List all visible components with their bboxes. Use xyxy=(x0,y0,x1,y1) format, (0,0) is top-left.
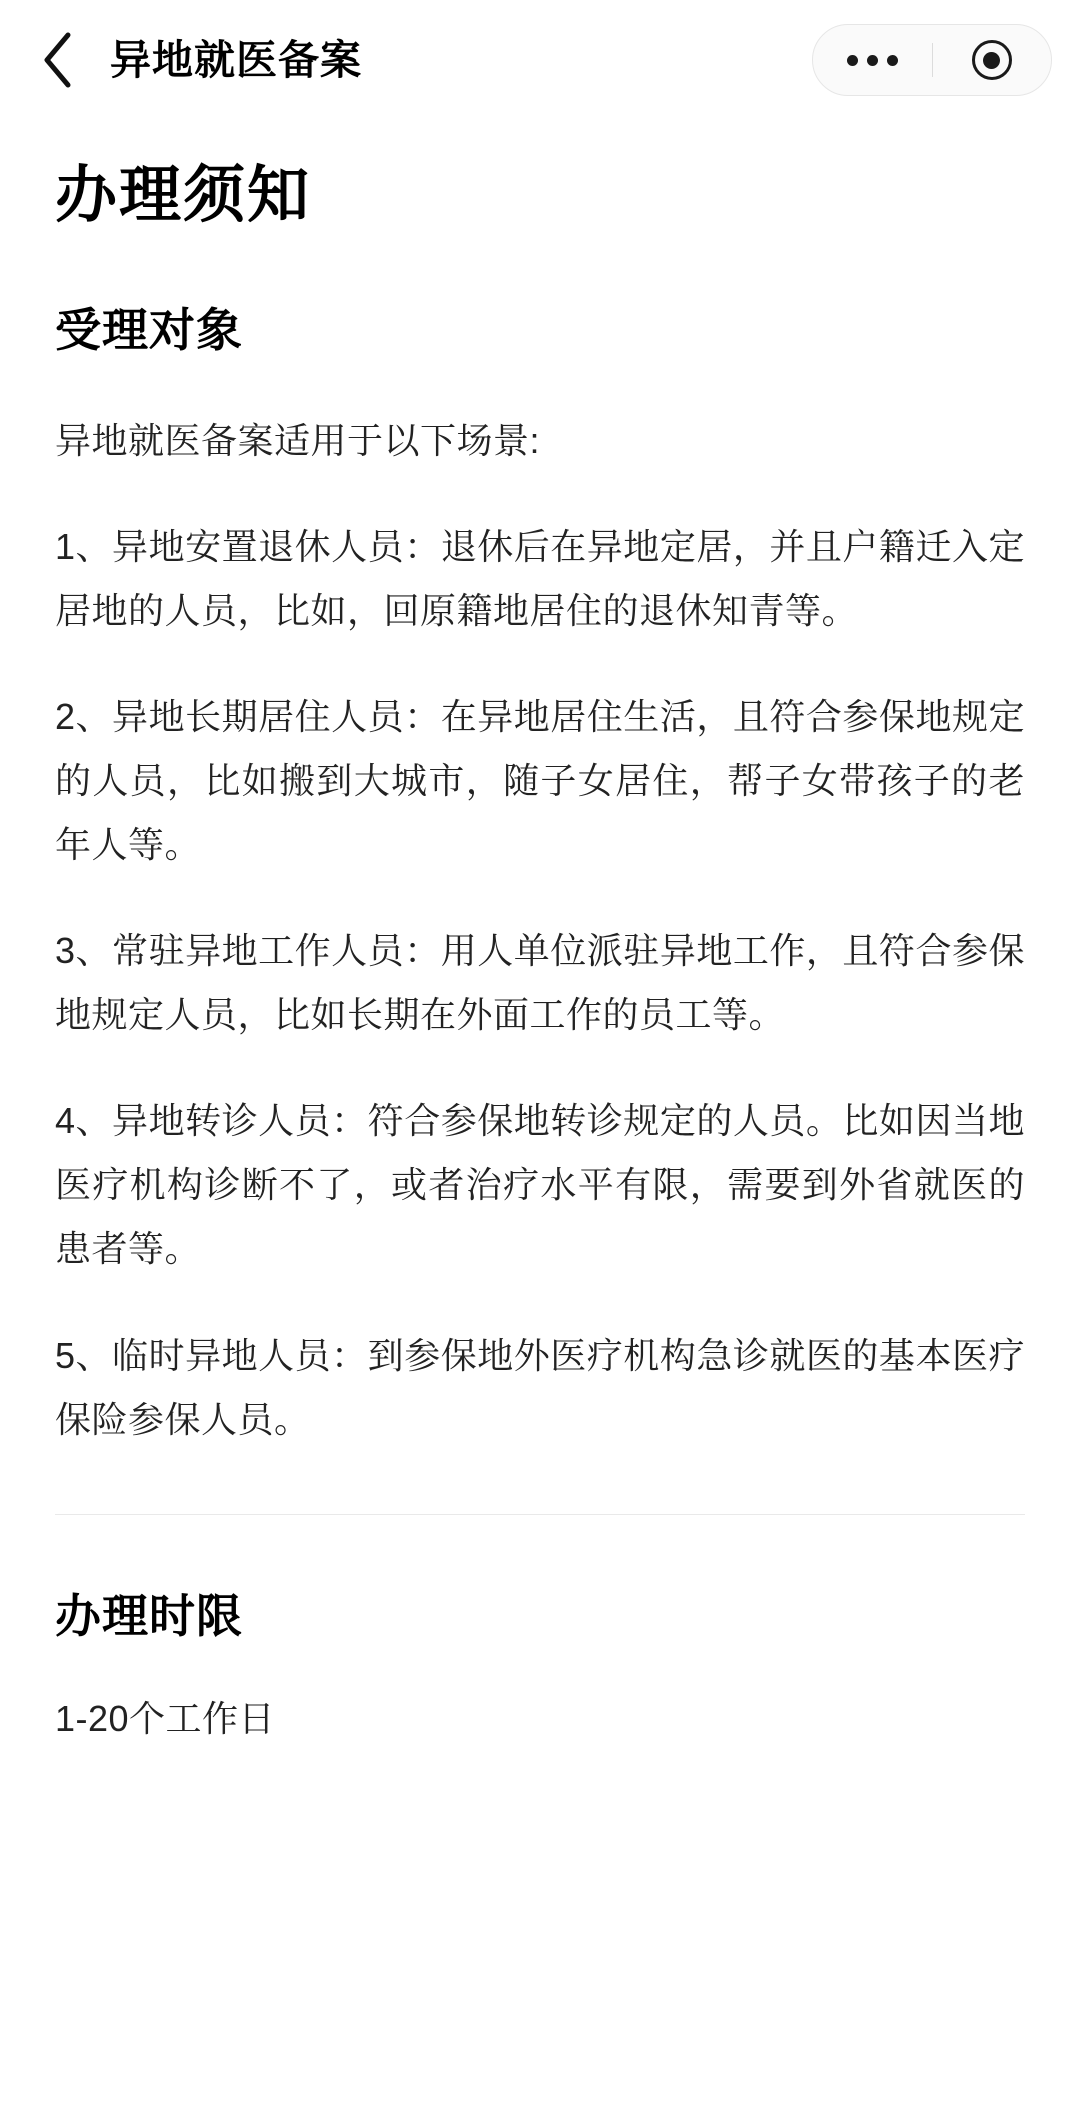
navigation-bar xyxy=(0,0,1080,120)
article-content xyxy=(0,156,1080,1751)
paragraph: 5、临时异地人员：到参保地外医疗机构急诊就医的基本医疗保险参保人员。 xyxy=(55,1334,1025,1440)
paragraph: 2、异地长期居住人员：在异地居住生活，且符合参保地规定的人员，比如搬到大城市，随子女居住，帮子女带孩子的老年人等。 xyxy=(55,695,1025,866)
section-divider xyxy=(55,1514,1025,1515)
chevron-left-icon xyxy=(40,31,74,89)
more-menu-button[interactable] xyxy=(813,25,932,95)
paragraph: 1-20个工作日 xyxy=(55,1697,276,1739)
paragraph: 3、常驻异地工作人员：用人单位派驻异地工作，且符合参保地规定人员，比如长期在外面工作的员工等。 xyxy=(55,930,1025,1036)
target-circle-icon xyxy=(972,40,1012,80)
page-header-title: 异地就医备案 xyxy=(110,36,362,83)
section-processing-time xyxy=(55,1585,1025,1751)
section-heading: 办理时限 xyxy=(55,1589,243,1642)
paragraph: 1、异地安置退休人员：退休后在异地定居，并且户籍迁入定居地的人员，比如，回原籍地居住的退休知青等。 xyxy=(55,525,1025,631)
more-dots-icon xyxy=(847,55,898,66)
paragraph: 异地就医备案适用于以下场景: xyxy=(55,419,541,461)
wechat-capsule xyxy=(812,24,1052,96)
section-heading: 受理对象 xyxy=(55,303,243,356)
close-miniprogram-button[interactable] xyxy=(933,25,1052,95)
section-acceptance-target xyxy=(55,299,1025,1452)
paragraph: 4、异地转诊人员：符合参保地转诊规定的人员。比如因当地医疗机构诊断不了，或者治疗水平有限，需要到外省就医的患者等。 xyxy=(55,1100,1025,1270)
page-title: 办理须知 xyxy=(55,161,312,230)
back-button[interactable] xyxy=(40,25,92,95)
